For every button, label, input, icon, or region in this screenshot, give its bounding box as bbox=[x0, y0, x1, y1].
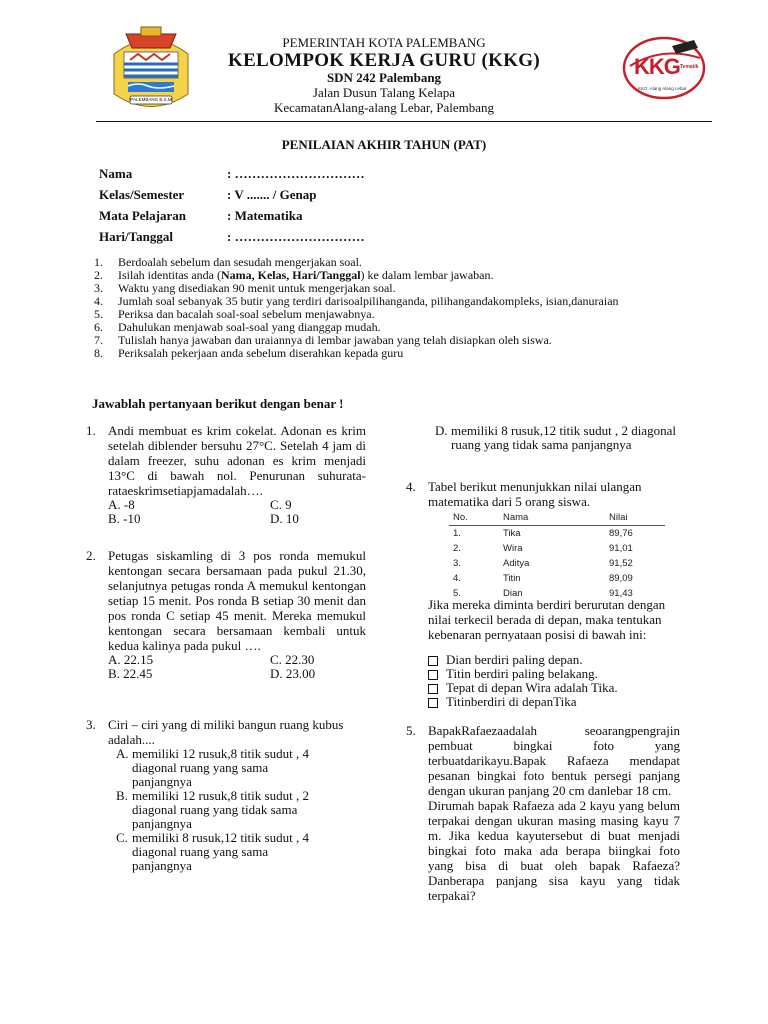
statement-list bbox=[428, 653, 688, 709]
table-row bbox=[449, 526, 665, 542]
option-text: memiliki 12 rusuk,8 titik sudut , 4 diagonal ruang yang sama panjangnya bbox=[132, 746, 309, 789]
rule-number: 7. bbox=[94, 333, 103, 347]
option-letter: D. bbox=[435, 423, 448, 438]
table-header: No. bbox=[449, 510, 499, 526]
rule-number: 5. bbox=[94, 307, 103, 321]
question-number: 5. bbox=[406, 723, 416, 738]
exam-title: PENILAIAN AKHIR TAHUN (PAT) bbox=[281, 137, 487, 152]
identity-table bbox=[99, 163, 365, 247]
table-cell: Dian bbox=[503, 588, 523, 599]
table-cell: Titin bbox=[503, 573, 521, 584]
rule-text-pre: Isilah identitas anda ( bbox=[118, 268, 221, 282]
question-text-continued: Dirumah bapak Rafaeza ada 2 kayu yang belum terpakai dengan ukuran masing masing kayu 7 m. Jika kedua kayutersebut di buat menjadi bingkai foto maka ada berapa biingkai foto yang bisa di buat oleh bapak Rafaeza? Danberapa panjang sisa kayu yang tidak terpakai? bbox=[428, 798, 680, 903]
identity-label: Nama bbox=[99, 165, 133, 181]
question-3 bbox=[86, 717, 356, 873]
statement-text: Dian berdiri paling depan. bbox=[446, 652, 583, 667]
rule-number: 8. bbox=[94, 346, 103, 360]
option: B. -10 bbox=[108, 511, 141, 526]
table-cell: 4. bbox=[453, 573, 461, 584]
statement-item bbox=[428, 681, 688, 695]
table-header: Nilai bbox=[605, 510, 665, 526]
statement-item bbox=[428, 667, 688, 681]
rule-text: Jumlah soal sebanyak 35 butir yang terdiri darisoalpilihanganda, pilihangandakompleks, isian,danuraian bbox=[118, 294, 619, 308]
rules-list bbox=[94, 256, 634, 360]
table-cell: Tika bbox=[503, 528, 521, 539]
table-row bbox=[449, 571, 665, 586]
table-header: Nama bbox=[499, 510, 605, 526]
question-number: 4. bbox=[406, 479, 416, 494]
school-district: KecamatanAlang-alang Lebar, Palembang bbox=[273, 100, 495, 115]
rule-text: Periksa dan bacalah soal-soal sebelum menjawabnya. bbox=[118, 307, 375, 321]
org-title: KELOMPOK KERJA GURU (KKG) bbox=[227, 50, 541, 71]
statement-item bbox=[428, 695, 688, 709]
statement-text: Titinberdiri di depanTika bbox=[446, 694, 577, 709]
question-text: Tabel berikut menunjukkan nilai ulangan matematika dari 5 orang siswa. bbox=[428, 479, 642, 509]
rule-text: Berdoalah sebelum dan sesudah mengerjakan soal. bbox=[118, 255, 362, 269]
gov-name: PEMERINTAH KOTA PALEMBANG bbox=[282, 35, 486, 50]
question-text: Ciri – ciri yang di miliki bangun ruang kubus adalah.... bbox=[108, 717, 344, 747]
table-row bbox=[449, 556, 665, 571]
option-letter: C. bbox=[116, 830, 128, 845]
rule-number: 1. bbox=[94, 255, 103, 269]
table-cell: 91,43 bbox=[609, 588, 633, 599]
option-text: memiliki 8 rusuk,12 titik sudut , 4 diagonal ruang yang sama panjangnya bbox=[132, 830, 309, 873]
statement-item bbox=[428, 653, 688, 667]
rule-text-bold: Nama, Kelas, Hari/Tanggal bbox=[220, 268, 361, 282]
question-5 bbox=[406, 723, 680, 903]
option-text: memiliki 12 rusuk,8 titik sudut , 2 diagonal ruang yang tidak sama panjangnya bbox=[132, 788, 309, 831]
identity-row bbox=[99, 205, 365, 226]
rule-text: Waktu yang disediakan 90 menit untuk mengerjakan soal. bbox=[118, 281, 396, 295]
option bbox=[86, 789, 316, 831]
rule-number: 3. bbox=[94, 281, 103, 295]
checkbox[interactable] bbox=[428, 670, 438, 680]
rule-number: 2. bbox=[94, 268, 103, 282]
identity-value: : V ....... / Genap bbox=[227, 186, 317, 202]
option: D. 10 bbox=[270, 511, 299, 526]
option bbox=[86, 831, 316, 873]
score-table bbox=[449, 510, 665, 601]
option-letter: B. bbox=[116, 788, 128, 803]
option bbox=[86, 747, 316, 789]
option: C. 22.30 bbox=[270, 652, 315, 667]
identity-label: Mata Pelajaran bbox=[99, 207, 187, 223]
table-cell: 89,76 bbox=[609, 528, 633, 539]
instruction: Jawablah pertanyaan berikut dengan benar ! bbox=[92, 396, 344, 411]
rule-text: Dahulukan menjawab soal-soal yang dianggap mudah. bbox=[118, 320, 381, 334]
option: A. 22.15 bbox=[108, 652, 154, 667]
statement-text: Titin berdiri paling belakang. bbox=[446, 666, 598, 681]
table-cell: 89,09 bbox=[609, 573, 633, 584]
table-cell: Aditya bbox=[503, 558, 530, 569]
checkbox[interactable] bbox=[428, 656, 438, 666]
identity-value: : ………………………… bbox=[227, 165, 365, 181]
table-cell: 2. bbox=[453, 543, 461, 554]
identity-value: : Matematika bbox=[227, 207, 303, 223]
rule-text-post: ) ke dalam lembar jawaban. bbox=[360, 268, 494, 282]
identity-row bbox=[99, 163, 365, 184]
kkg-logo bbox=[622, 36, 706, 100]
option: A. -8 bbox=[108, 497, 135, 512]
statement-text: Tepat di depan Wira adalah Tika. bbox=[446, 680, 618, 695]
table-cell: Wira bbox=[503, 543, 523, 554]
question-options bbox=[108, 498, 366, 526]
question-number: 3. bbox=[86, 717, 96, 732]
rule-number: 6. bbox=[94, 320, 103, 334]
question-4-followup: Jika mereka diminta berdiri berurutan dengan nilai terkecil berada di depan, maka tentukan kebenaran pernyataan posisi di bawah ini: bbox=[428, 597, 666, 642]
identity-row bbox=[99, 184, 365, 205]
option-letter: A. bbox=[116, 746, 129, 761]
identity-row bbox=[99, 226, 365, 247]
table-header-row bbox=[449, 510, 665, 526]
question-4 bbox=[406, 479, 678, 509]
identity-label: Kelas/Semester bbox=[99, 186, 185, 202]
rule-item bbox=[94, 347, 634, 360]
question-options bbox=[108, 653, 366, 681]
option: D. 23.00 bbox=[270, 666, 316, 681]
table-cell: 1. bbox=[453, 528, 461, 539]
rule-text: Periksalah pekerjaan anda sebelum diserahkan kepada guru bbox=[118, 346, 404, 360]
kkg-logo-caption: KKG. Alang Alang Lebar bbox=[638, 86, 687, 91]
rule-number: 4. bbox=[94, 294, 103, 308]
option: C. 9 bbox=[270, 497, 292, 512]
rule-text: Tulislah hanya jawaban dan uraiannya di lembar jawaban yang telah disiapkan oleh siswa. bbox=[118, 333, 552, 347]
table-cell: 5. bbox=[453, 588, 461, 599]
school-name: SDN 242 Palembang bbox=[326, 70, 442, 85]
question-text: BapakRafaezaadalah seoarangpengrajin pembuat bingkai foto yang terbuatdarikayu.Bapak Rafaeza mendapat pesanan bingkai foto bentuk persegi panjang dengan ukuran panjang 20 cm danlebar 18 cm. bbox=[428, 723, 680, 798]
emblem-ribbon-text: PALEMBANG B.S.M bbox=[130, 97, 172, 102]
question-text: Petugas siskamling di 3 pos ronda memukul kentongan secara bersamaan pada pukul 21.30, selanjutnya petugas ronda A memukul kentongan setiap 15 menit. Pos ronda B setiap 30 menit dan pos ronda C setiap 45 menit. Mereka memukul kentongan secara bersamaan kembali untuk kedua kalinya pada pukul …. bbox=[108, 548, 366, 653]
question-2 bbox=[86, 548, 366, 681]
identity-label: Hari/Tanggal bbox=[99, 228, 173, 244]
question-number: 2. bbox=[86, 548, 96, 563]
kkg-logo-text: KKG bbox=[634, 54, 680, 79]
question-1 bbox=[86, 423, 366, 526]
checkbox[interactable] bbox=[428, 698, 438, 708]
question-number: 1. bbox=[86, 423, 96, 438]
option-text: memiliki 8 rusuk,12 titik sudut , 2 diagonal ruang yang tidak sama panjangnya bbox=[451, 423, 676, 452]
table-cell: 91,52 bbox=[609, 558, 633, 569]
table-cell: 3. bbox=[453, 558, 461, 569]
school-street: Jalan Dusun Talang Kelapa bbox=[312, 85, 456, 100]
question-text: Andi membuat es krim cokelat. Adonan es krim setelah diblender bersuhu 27°C. Setelah 4 jam di dalam freezer, suhu adonan es krim menjadi 13°C di bawah nol. Penurunan suhurata-rataeskrimsetiapjamadalah…. bbox=[108, 423, 366, 498]
checkbox[interactable] bbox=[428, 684, 438, 694]
table-cell: 91,01 bbox=[609, 543, 633, 554]
option bbox=[435, 424, 681, 452]
header-divider bbox=[96, 121, 712, 122]
table-row bbox=[449, 541, 665, 556]
kkg-logo-sub: Tematik bbox=[680, 64, 699, 70]
option: B. 22.45 bbox=[108, 666, 153, 681]
identity-value: : ………………………… bbox=[227, 228, 365, 244]
letterhead bbox=[0, 0, 768, 125]
